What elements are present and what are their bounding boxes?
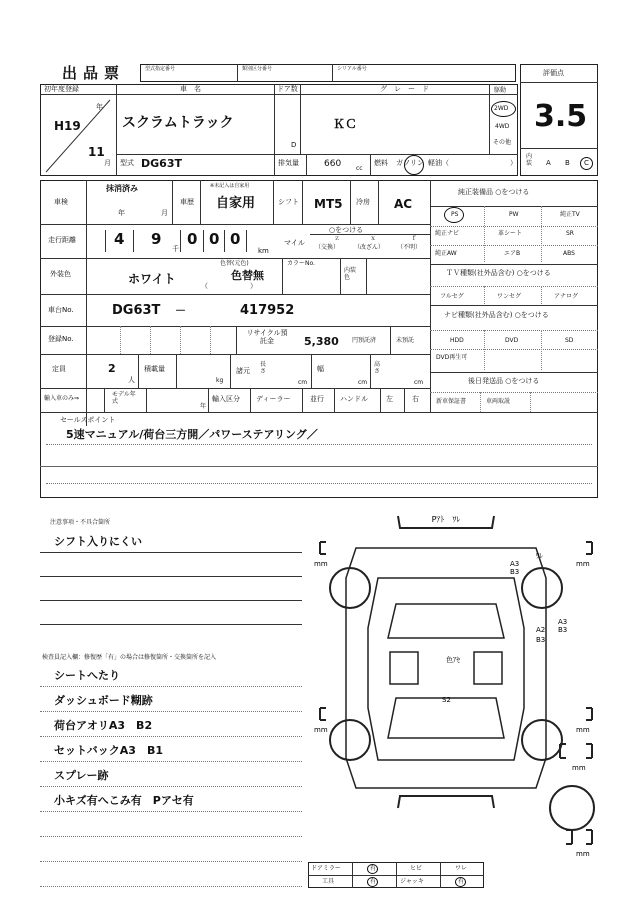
ac-value: AC [394, 197, 413, 211]
notes-line-1: シフト入りにくい [54, 535, 142, 548]
notes-label: 注意事項・不具合箇所 [50, 519, 111, 526]
dims-height: 高さ [374, 361, 381, 375]
tv-oneseg: ワンセグ [497, 293, 522, 300]
fuel-gas: ガソリン [396, 159, 424, 167]
import-label: 輸入車のみ⇒ [44, 395, 80, 402]
diag-top-mark: Pｱﾄ ﾜﾚ [431, 515, 461, 524]
equip-navi: 純正ナビ [435, 230, 460, 237]
fuel-diesel: 軽油（ [428, 159, 449, 167]
odo-mark-a: ｚ [334, 235, 341, 242]
equip-pw: PW [509, 211, 519, 218]
navi-hdd: HDD [450, 337, 464, 344]
shift-label: シフト [278, 198, 299, 206]
legend-circle-3 [455, 877, 466, 887]
diag-mm-4: mm [576, 726, 590, 734]
fuel-label: 燃料 [374, 159, 388, 167]
equip-leather: 革シート [498, 230, 523, 237]
interior-c: C [584, 159, 589, 167]
dims-height-cm: cm [414, 379, 424, 386]
navi-title: ナビ種類(社外品含む) ○をつける [444, 311, 549, 319]
odo-modified: （改ざん） [354, 244, 385, 251]
drive-4wd: 4WD [495, 123, 510, 130]
capacity-value: 2 [108, 362, 116, 375]
navi-dvd: DVD [505, 337, 519, 344]
car-name: スクラムトラック [122, 115, 234, 131]
tv-analog: アナログ [554, 293, 579, 300]
cc-unit: cc [356, 165, 363, 172]
equip-airbag: エアB [504, 250, 521, 257]
odo-digit-5: 0 [230, 230, 241, 248]
equip-title: 純正装備品 ○をつける [458, 188, 530, 196]
use-value: 自家用 [216, 196, 256, 211]
after-title: 後日発送品 ○をつける [468, 377, 540, 385]
doors-value: D [291, 141, 297, 149]
diag-fr-b3: B3 [510, 568, 520, 576]
interior-c-circle [580, 157, 593, 170]
odo-digit-4: 0 [209, 230, 220, 248]
equip-abs: ABS [563, 250, 575, 257]
diag-mm-6: mm [576, 850, 590, 858]
legend-mark-2: 有 [370, 878, 377, 885]
navi-dvd-play: DVD再生可 [436, 354, 468, 361]
inspector-line-5: スプレー跡 [54, 769, 109, 782]
car-name-label: 車 名 [180, 85, 201, 93]
interior-a: A [546, 159, 551, 167]
inspector-label: 検査員記入欄：修復歴「有」の場合は修復箇所・交換箇所を記入 [42, 654, 217, 661]
import-div-label: 輸入区分 [212, 395, 240, 403]
inspect-year-label: 年 [118, 209, 125, 217]
inspect-month-label: 月 [161, 209, 168, 217]
recycle-value: 5,380 [304, 335, 339, 348]
drive-other: その他 [493, 139, 512, 146]
legend-mirror: ドアミラー [311, 865, 341, 872]
color-no-label: カラーNo. [287, 260, 315, 267]
reg-month: 11 [88, 145, 105, 159]
repaint-label: 色替(元色) [220, 260, 249, 267]
equip-ps: PS [451, 211, 459, 218]
regno-label: 登録No. [48, 335, 74, 343]
sales-label: セールスポイント [60, 416, 116, 424]
model-value: DG63T [141, 157, 182, 170]
tv-fullseg: フルセグ [440, 293, 464, 300]
category-label: 類別区分番号 [242, 66, 273, 72]
model-cert-label: 型式指定番号 [145, 66, 176, 72]
legend-jack: ジャッキ [400, 878, 424, 885]
inspect-label: 車検 [54, 198, 68, 206]
chassis-dash: － [175, 304, 186, 317]
odo-thousand: 千 [172, 245, 179, 253]
diag-mm-1: mm [314, 560, 328, 568]
reg-label: 初年度登録 [44, 85, 79, 93]
capacity-label: 定員 [52, 365, 66, 373]
serial-label: シリアル番号 [337, 66, 367, 72]
vehicle-damage-diagram [300, 508, 612, 868]
import-left: 左 [386, 395, 393, 403]
rating-value: 3.5 [534, 99, 588, 134]
recycle-not-deposited: 未預託 [396, 337, 415, 344]
diag-right-a2: A2 [536, 626, 546, 634]
drive-2wd-circle [491, 101, 516, 117]
diag-right-b3b: B3 [536, 636, 546, 644]
diag-s2: S2 [442, 696, 451, 704]
displacement-value: 660 [324, 159, 342, 169]
inspector-line-2: ダッシュボード糊跡 [54, 694, 153, 707]
odo-mark-c: ｆ [411, 235, 418, 242]
import-handle: ハンドル [340, 395, 368, 403]
equip-aw: 純正AW [435, 250, 457, 257]
repaint-paren: （ ） [201, 282, 257, 290]
legend-break: ワレ [455, 865, 468, 872]
reg-era: H19 [54, 119, 81, 133]
odo-exchange: （交換） [315, 244, 340, 251]
drive-label: 駆動 [494, 87, 507, 94]
import-right: 右 [412, 395, 419, 403]
displacement-label: 排気量 [278, 159, 299, 167]
model-label: 型式 [120, 159, 134, 167]
interior-b: B [565, 159, 570, 167]
tv-title: ＴＶ種類(社外品含む) ○をつける [446, 269, 551, 277]
odo-check-note: ○をつける [329, 226, 364, 234]
legend-tool: 工具 [322, 878, 335, 885]
after-manual: 車両取説 [486, 398, 511, 405]
diag-mm-5: mm [572, 764, 586, 772]
color-value: ホワイト [128, 272, 176, 286]
inspector-line-4: セットバックA3 B1 [54, 744, 163, 757]
chassis-label: 車台No. [48, 306, 74, 314]
odo-mile: マイル [284, 239, 305, 247]
chassis-number: 417952 [240, 303, 295, 318]
fuel-gas-circle [404, 155, 424, 175]
inspector-line-3: 荷台アオリA3 B2 [54, 719, 153, 732]
legend-mark-1: 有 [370, 865, 377, 872]
legend-circle-1 [367, 864, 378, 874]
header-id-box [140, 64, 516, 82]
legend-mark-3: 有 [458, 878, 465, 885]
legend-circle-2 [367, 877, 378, 887]
after-warranty: 新車保証書 [436, 398, 467, 405]
odo-digit-1: 4 [114, 230, 125, 248]
odo-km: km [258, 247, 269, 255]
inspector-line-6: 小キズ有へこみ有 Pアセ有 [54, 794, 194, 807]
grade-value: ＫＣ [333, 117, 358, 131]
sales-text: 5速マニュアル/荷台三方開／パワーステアリング／ [66, 428, 318, 441]
dims-width-cm: cm [358, 379, 368, 386]
repaint-value: 色替無 [231, 269, 264, 282]
use-note: ※未記入は自家用 [210, 183, 250, 189]
import-dealer: ディーラー [256, 395, 291, 403]
diag-fr-a3: A3 [510, 560, 520, 568]
recycle-deposited: 円預託済 [352, 337, 377, 344]
reg-month-label: 月 [104, 159, 111, 167]
doors-label: ドア数 [277, 85, 298, 93]
chassis-prefix: DG63T [112, 303, 161, 318]
use-label: 車歴 [180, 198, 194, 206]
navi-sd: SD [565, 337, 574, 344]
ac-label: 冷房 [356, 198, 370, 206]
import-parallel: 並行 [310, 395, 324, 403]
diag-right-b3: B3 [558, 626, 568, 634]
dims-label: 諸元 [236, 367, 250, 375]
equip-tv: 純正TV [560, 211, 580, 218]
fuel-close: ） [510, 159, 517, 167]
dims-width: 幅 [317, 365, 324, 373]
equip-sr: SR [566, 230, 574, 237]
diag-fade: 色ｱｾ [446, 656, 460, 664]
form-title: 出品票 [62, 64, 126, 82]
load-kg: kg [216, 377, 224, 384]
diag-mm-3: mm [314, 726, 328, 734]
capacity-person: 人 [128, 376, 135, 384]
rating-label: 評価点 [543, 69, 564, 77]
odo-unknown: （不明） [397, 244, 422, 251]
interior-color-label: 内装色 [344, 267, 357, 281]
dims-length: 長さ [260, 361, 267, 375]
import-model-year: モデル年式 [112, 391, 136, 405]
load-label: 積載量 [144, 365, 165, 373]
odo-mark-b: ｘ [370, 235, 377, 242]
grade-label: グ レ ー ド [380, 85, 429, 93]
shift-value: MT5 [314, 197, 343, 211]
odo-digit-2: 9 [151, 230, 162, 248]
diag-right-a3: A3 [558, 618, 568, 626]
legend-crack: ヒビ [410, 865, 423, 872]
drive-2wd: 2WD [494, 105, 509, 112]
equip-ps-circle [444, 207, 464, 223]
odo-label: 走行距離 [48, 236, 76, 244]
color-label: 外装色 [50, 270, 71, 278]
reg-year-label: 年 [96, 103, 103, 111]
import-year: 年 [200, 403, 207, 410]
odo-digit-3: 0 [187, 230, 198, 248]
inspector-line-1: シートへたり [54, 669, 120, 682]
inspect-status: 抹消済み [106, 184, 138, 193]
diag-fr-crack: ﾜﾚ [536, 552, 543, 560]
diag-mm-2: mm [576, 560, 590, 568]
dims-length-cm: cm [298, 379, 308, 386]
recycle-label: リサイクル預託金 [246, 329, 288, 345]
